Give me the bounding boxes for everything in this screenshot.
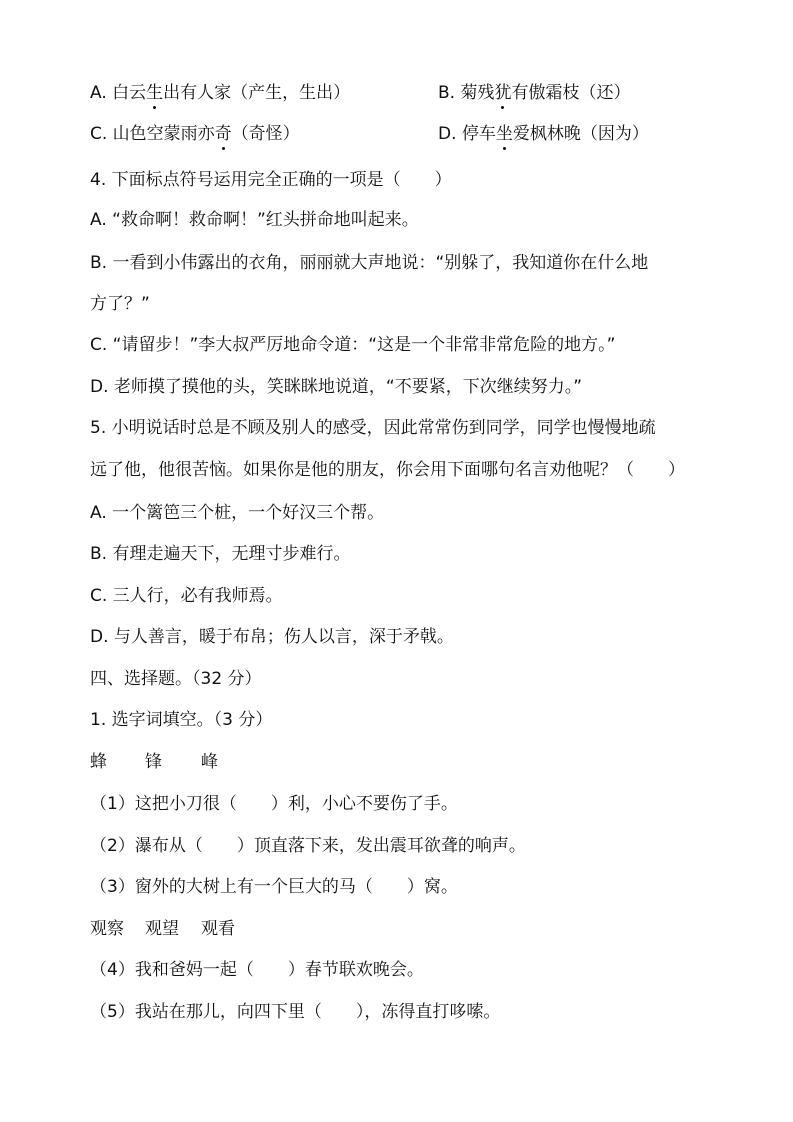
q4-option-d: D. 老师摸了摸他的头，笑眯眯地说道，“不要紧，下次继续努力。” [90, 377, 583, 397]
word-choice: 观看 [201, 919, 235, 939]
q3-option-b: B. 菊残犹有傲霜枝（还） [438, 83, 631, 103]
q5-option-c: C. 三人行，必有我师焉。 [90, 586, 283, 606]
fill-sentence-2: （2）瀑布从（ ）顶直落下来，发出震耳欲聋的响声。 [90, 836, 526, 856]
word-choice: 峰 [201, 752, 218, 772]
fill-sentence-3: （3）窗外的大树上有一个巨大的马（ ）窝。 [90, 877, 458, 897]
emphasis-dot-char: 奇 [214, 124, 232, 144]
q3-option-a: A. 白云生出有人家（产生，生出） [90, 83, 351, 103]
q4-option-b-line1: B. 一看到小伟露出的衣角，丽丽就大声地说：“别躲了，我知道你在什么地 [90, 253, 649, 273]
q5-stem-line1: 5. 小明说话时总是不顾及别人的感受，因此常常伤到同学，同学也慢慢地疏 [90, 418, 656, 438]
q4-option-a: A. “救命啊！救命啊！”红头拼命地叫起来。 [90, 210, 419, 230]
section-title: 四、选择题。（32 分） [90, 669, 262, 689]
q5-stem-line2: 远了他，他很苦恼。如果你是他的朋友，你会用下面哪句名言劝他呢？（ ） [90, 460, 685, 480]
emphasis-dot-char: 生 [146, 83, 164, 103]
word-choice: 蜂 [90, 752, 107, 772]
fill-sentence-1: （1）这把小刀很（ ）利，小心不要伤了手。 [90, 794, 458, 814]
q3-option-c: C. 山色空蒙雨亦奇（奇怪） [90, 124, 300, 144]
q5-option-d: D. 与人善言，暖于布帛；伤人以言，深于矛戟。 [90, 627, 454, 647]
emphasis-dot-char: 坐 [495, 124, 513, 144]
question-title: 1. 选字词填空。（3 分） [90, 710, 273, 730]
word-choice-group-1 [90, 750, 218, 774]
word-choice: 观望 [145, 919, 179, 939]
q4-option-b-line2: 方了？” [90, 294, 150, 314]
q5-option-a: A. 一个篱笆三个桩，一个好汉三个帮。 [90, 503, 385, 523]
fill-sentence-4: （4）我和爸妈一起（ ）春节联欢晚会。 [90, 960, 424, 980]
word-choice: 锋 [145, 752, 162, 772]
fill-sentence-5: （5）我站在那儿，向四下里（ ），冻得直打哆嗦。 [90, 1002, 501, 1022]
word-choice-group-2 [90, 917, 235, 941]
word-choice: 观察 [90, 919, 124, 939]
emphasis-dot-char: 犹 [494, 83, 512, 103]
q4-stem: 4. 下面标点符号运用完全正确的一项是（ ） [90, 170, 452, 190]
q5-option-b: B. 有理走遍天下，无理寸步难行。 [90, 544, 351, 564]
q4-option-c: C. “请留步！”李大叔严厉地命令道：“这是一个非常非常危险的地方。” [90, 335, 616, 355]
q3-option-d: D. 停车坐爱枫林晚（因为） [438, 124, 649, 144]
